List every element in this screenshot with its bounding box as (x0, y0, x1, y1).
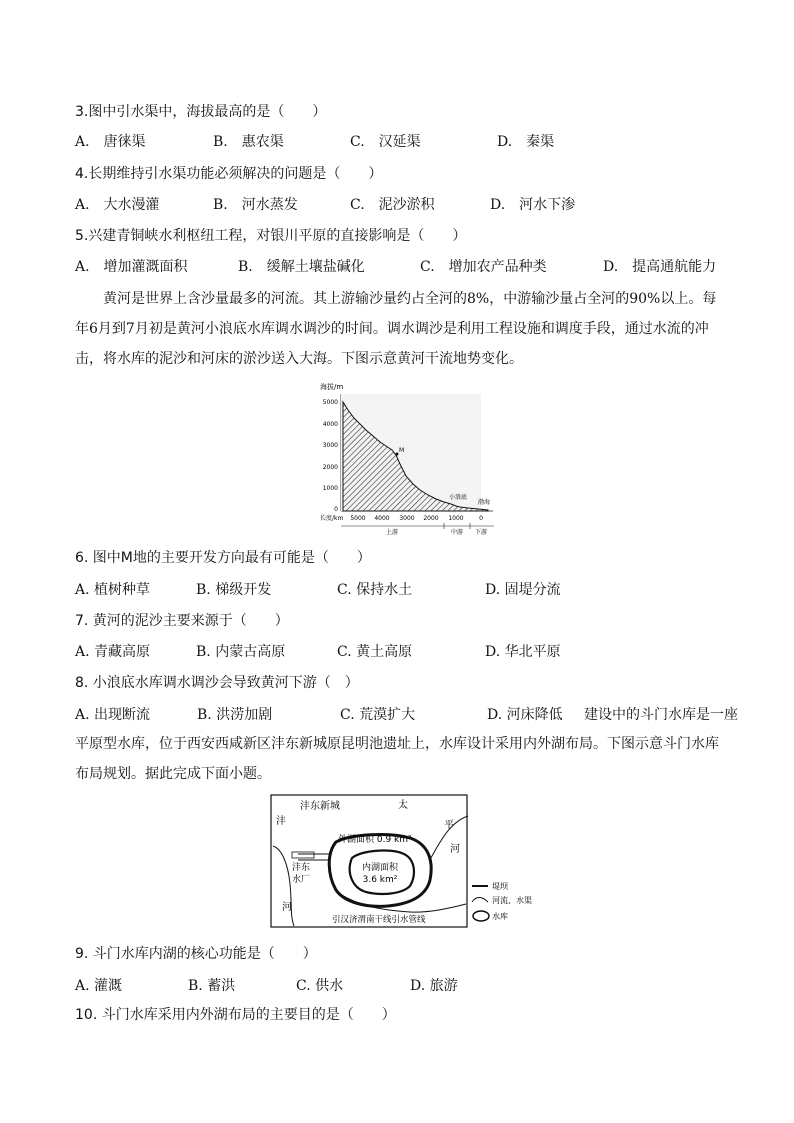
q8-option-d: D. 河床降低 (487, 707, 563, 723)
intro-paragraph-yellow-river: 黄河是世界上含沙量最多的河流。其上游输沙量约占全河的8%，中游输沙量占全河的90%以上。每年6月到7月初是黄河小浪底水库调水调沙的时间。调水调沙是利用工程设施和调度手段，通过水流的冲击，将水库的泥沙和河床的淤沙送入大海。下图示意黄河干流地势变化。 (75, 291, 717, 367)
plant-label-1: 沣东 (292, 863, 311, 873)
q9-option-d: D. 旅游 (410, 978, 458, 994)
question-9-stem: 9. 斗门水库内湖的核心功能是（ ） (75, 946, 317, 962)
q3-option-a: A. 唐徕渠 (75, 134, 146, 150)
x-tick: 1000 (448, 515, 464, 522)
q4-option-a: A. 大水漫灌 (75, 197, 160, 213)
q9-option-a: A. 灌溉 (75, 978, 123, 994)
pipeline-label: 引汉济渭南干线引水管线 (332, 915, 426, 925)
q6-option-d: D. 固堤分流 (485, 582, 561, 598)
y-tick: 0 (334, 506, 338, 513)
q4-option-b: B. 河水蒸发 (213, 197, 298, 213)
question-5-stem: 5.兴建青铜峡水利枢纽工程，对银川平原的直接影响是（ ） (75, 228, 467, 244)
doumen-reservoir-map (270, 794, 550, 928)
segment-upper: 上游 (385, 529, 399, 536)
q6-option-a: A. 植树种草 (75, 582, 151, 598)
q3-option-d: D. 秦渠 (497, 134, 555, 150)
q6-option-c: C. 保持水土 (337, 582, 413, 598)
q5-option-a: A. 增加灌溉面积 (75, 259, 188, 275)
legend-river-swatch (472, 898, 488, 903)
question-4-stem: 4.长期维持引水渠功能必须解决的问题是（ ） (75, 166, 383, 182)
tai-label: 太 (398, 800, 408, 811)
q9-option-c: C. 供水 (296, 978, 344, 994)
legend-river: 河流、水渠 (492, 896, 532, 905)
y-tick: 3000 (322, 442, 338, 449)
feng-label-1: 沣 (276, 816, 286, 827)
q3-option-b: B. 惠农渠 (213, 134, 284, 150)
map-svg (270, 794, 550, 928)
x-tick: 4000 (374, 515, 390, 522)
x-tick: 3000 (399, 515, 415, 522)
y-tick: 4000 (322, 421, 338, 428)
question-8-stem: 8. 小浪底水库调水调沙会导致黄河下游（ ） (75, 675, 359, 691)
x-axis-label: 长度/km (320, 515, 344, 522)
q7-option-d: D. 华北平原 (485, 644, 561, 660)
legend-reservoir-swatch (473, 911, 489, 921)
q8-option-a: A. 出现断流 (75, 707, 151, 723)
q4-option-d: D. 河水下渗 (490, 197, 576, 213)
bohai-label: 渤海 (478, 499, 491, 506)
yellow-river-profile-figure (318, 380, 508, 538)
segment-lower: 下游 (474, 529, 488, 536)
legend-dam: 堤坝 (492, 882, 508, 891)
q5-option-b: B. 缓解土壤盐碱化 (238, 259, 365, 275)
q6-option-b: B. 梯级开发 (196, 582, 272, 598)
q8-option-c: C. 荒漠扩大 (340, 707, 416, 723)
y-tick: 5000 (322, 399, 338, 406)
feng-label-2: 河 (282, 902, 292, 913)
q5-option-c: C. 增加农产品种类 (420, 259, 547, 275)
question-6-stem: 6. 图中M地的主要开发方向最有可能是（ ） (75, 550, 371, 566)
xiaolangdi-label: 小浪底 (449, 494, 468, 501)
x-tick: 0 (479, 515, 483, 522)
question-3-stem: 3.图中引水渠中，海拔最高的是（ ） (75, 104, 327, 120)
q4-option-c: C. 泥沙淤积 (350, 197, 435, 213)
profile-chart (318, 380, 508, 538)
outer-lake-area: 外湖面积 0.9 km² (338, 835, 412, 845)
q7-option-c: C. 黄土高原 (337, 644, 413, 660)
question-7-stem: 7. 黄河的泥沙主要来源于（ ） (75, 613, 289, 629)
y-tick: 1000 (322, 485, 338, 492)
q9-option-b: B. 蓄洪 (188, 978, 236, 994)
q8-option-b: B. 洪涝加剧 (197, 707, 273, 723)
x-tick: 5000 (350, 515, 366, 522)
ping-label: 平 (444, 820, 454, 831)
y-axis-label: 海拔/m (320, 383, 344, 391)
y-tick: 2000 (322, 464, 338, 471)
q5-option-d: D. 提高通航能力 (603, 259, 717, 275)
city-label: 沣东新城 (300, 801, 340, 812)
inner-lake-area-2: 3.6 km² (362, 875, 398, 885)
he-label: 河 (450, 844, 460, 855)
intro-paragraph-doumen: 平原型水库，位于西安西咸新区沣东新城原昆明池遗址上，水库设计采用内外湖布局。下图示意斗门水库布局规划。据此完成下面小题。 (75, 736, 719, 782)
m-label: M (399, 447, 405, 454)
inner-lake-area-1: 内湖面积 (361, 863, 399, 873)
x-tick: 2000 (423, 515, 439, 522)
q7-option-a: A. 青藏高原 (75, 644, 151, 660)
q7-option-b: B. 内蒙古高原 (196, 644, 286, 660)
plant-label-2: 水厂 (292, 875, 311, 885)
legend-reservoir: 水库 (492, 912, 508, 921)
q3-option-c: C. 汉延渠 (350, 134, 421, 150)
question-10-stem: 10. 斗门水库采用内外湖布局的主要目的是（ ） (75, 1007, 396, 1023)
segment-middle: 中游 (450, 529, 464, 536)
intro2-start: 建设中的斗门水库是一座 (584, 707, 738, 723)
